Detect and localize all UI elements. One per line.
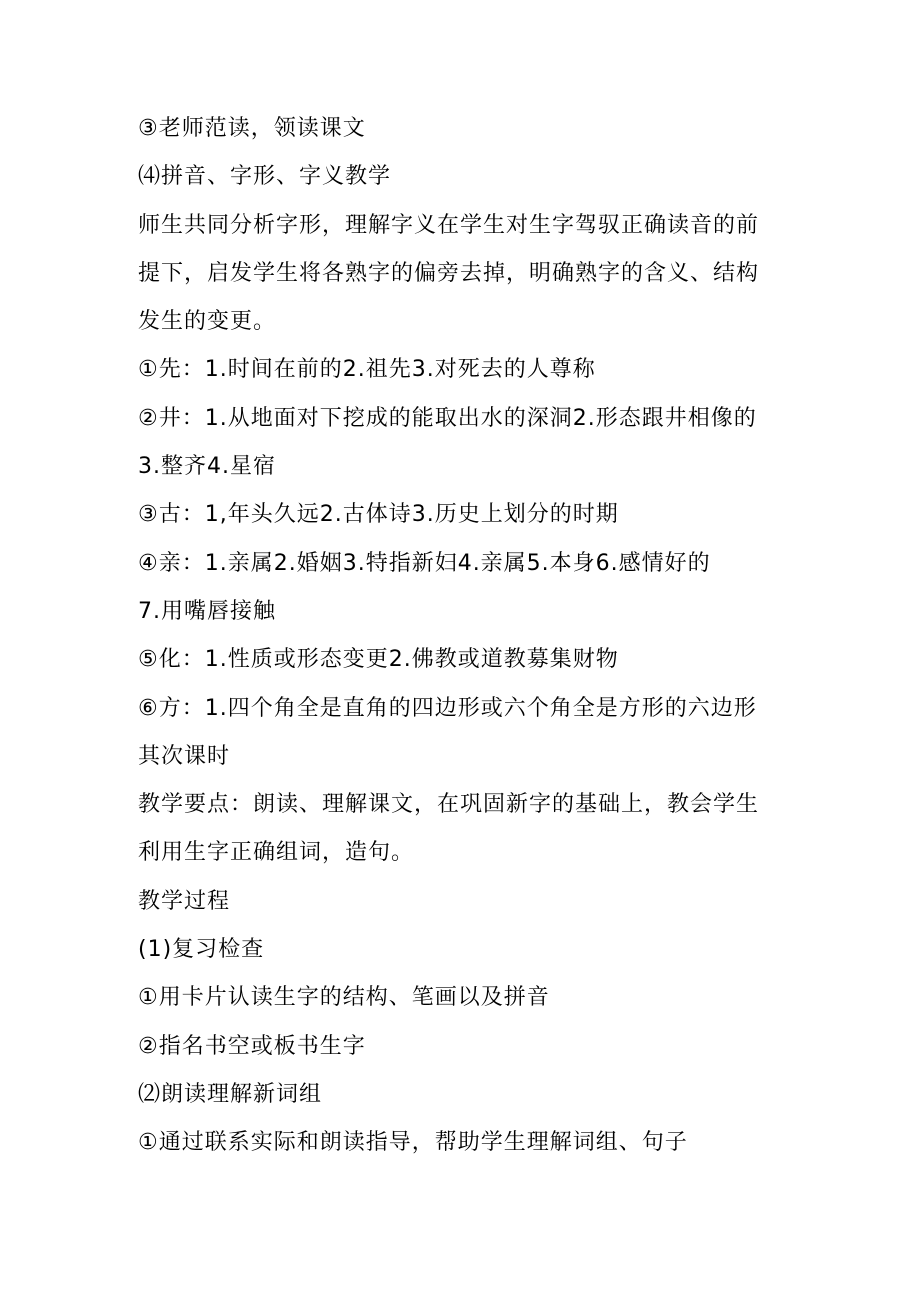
text-line: ②井：1.从地面对下挖成的能取出水的深洞2.形态跟井相像的 <box>138 405 757 431</box>
text-line: 发生的变更。 <box>138 309 277 335</box>
text-line: 师生共同分析字形，理解字义在学生对生字驾驭正确读音的前 <box>138 212 760 238</box>
text-line: ⑥方：1.四个角全是直角的四边形或六个角全是方形的六边形 <box>138 695 757 721</box>
text-line: 7.用嘴唇接触 <box>138 598 276 624</box>
text-line: ①通过联系实际和朗读指导，帮助学生理解词组、句子 <box>138 1130 688 1156</box>
text-line: ③老师范读，领读课文 <box>138 116 366 141</box>
text-line: ④亲：1.亲属2.婚姻3.特指新妇4.亲属5.本身6.感情好的 <box>138 550 711 576</box>
section-heading: 其次课时 <box>138 743 231 769</box>
text-line: ②指名书空或板书生字 <box>138 1033 366 1059</box>
document-body <box>138 105 778 1168</box>
text-line: 教学要点：朗读、理解课文，在巩固新字的基础上，教会学生 <box>138 792 760 818</box>
text-line: (1)复习检查 <box>138 937 265 963</box>
text-line: ⑤化：1.性质或形态变更2.佛教或道教募集财物 <box>138 647 619 673</box>
text-line: ①用卡片认读生字的结构、笔画以及拼音 <box>138 985 550 1011</box>
text-line: ⑷拼音、字形、字义教学 <box>138 164 392 190</box>
section-heading: 教学过程 <box>138 888 231 914</box>
text-line: ⑵朗读理解新词组 <box>138 1081 323 1107</box>
text-line: ③古：1,年头久远2.古体诗3.历史上划分的时期 <box>138 502 619 528</box>
text-line: 提下，启发学生将各熟字的偏旁去掉，明确熟字的含义、结构 <box>138 260 760 286</box>
text-line: ①先：1.时间在前的2.祖先3.对死去的人尊称 <box>138 357 596 383</box>
text-line: 3.整齐4.星宿 <box>138 454 276 480</box>
text-line: 利用生字正确组词，造句。 <box>138 840 415 866</box>
